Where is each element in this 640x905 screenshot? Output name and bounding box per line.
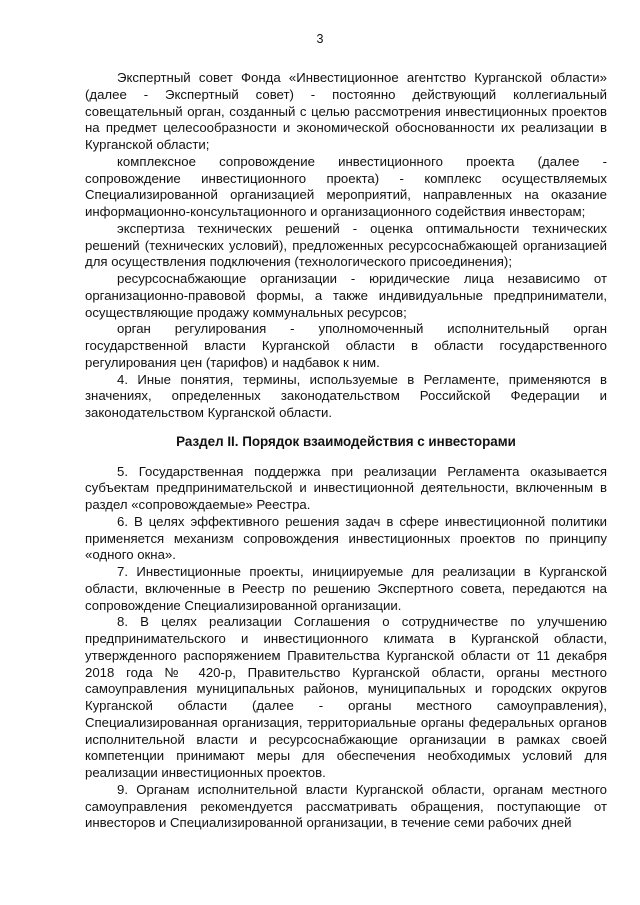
paragraph-5: 5. Государственная поддержка при реализации Регламента оказывается субъектам предпринимательской и инвестиционной деятельности, включенным в раздел «сопровождаемые» Реестра.	[85, 463, 607, 512]
paragraph-8: 8. В целях реализации Соглашения о сотрудничестве по улучшению предпринимательского и инвестиционного климата в Курганской области, утвержденного распоряжением Правительства Курганской области от 11 декабря 2018 года № 420-р, Правительство Курганской области, органы местного самоуправления муниципальных районов, муниципальных и городских округов Курганской области (далее - органы местного самоуправления), Специализированная организация, территориальные органы федеральных органов исполнительной власти и ресурсоснабжающие организации в рамках своей компетенции принимают меры для обеспечения необходимых условий для реализации инвестиционных проектов.	[85, 614, 607, 780]
definition-resource-organizations: ресурсоснабжающие организации - юридические лица независимо от организационно-правовой формы, а также индивидуальные предприниматели, осуществляющие продажу коммунальных ресурсов;	[85, 271, 607, 320]
section-heading: Раздел II. Порядок взаимодействия с инвесторами	[176, 433, 516, 449]
definition-expert-council: Экспертный совет Фонда «Инвестиционное агентство Курганской области» (далее - Экспертный совет) - постоянно действующий коллегиальный совещательный орган, созданный с целью рассмотрения инвестиционных проектов на предмет целесообразности и экономической обоснованности их реализации в Курганской области;	[85, 70, 607, 152]
definition-technical-expertise: экспертиза технических решений - оценка оптимальности технических решений (технических условий), предложенных ресурсоснабжающей организацией для осуществления подключения (технологического присоединения);	[85, 220, 607, 270]
paragraph-9: 9. Органам исполнительной власти Курганской области, органам местного самоуправления рекомендуется рассматривать обращения, поступающие от инвесторов и Специализированной организации, в течение семи рабочих дней	[85, 781, 607, 831]
definition-regulatory-body: орган регулирования - уполномоченный исполнительный орган государственной власти Курганской области в области государственного регулирования цен (тарифов) и надбавок к ним.	[85, 321, 607, 370]
paragraph-6: 6. В целях эффективного решения задач в сфере инвестиционной политики применяется механизм сопровождения инвестиционных проектов по принципу «одного окна».	[85, 513, 607, 563]
paragraph-4: 4. Иные понятия, термины, используемые в Регламенте, применяются в значениях, определенных законодательством Российской Федерации и законодательством Курганской области.	[85, 371, 607, 420]
document-body	[85, 70, 607, 832]
page-number: 3	[316, 32, 324, 46]
definition-project-support: комплексное сопровождение инвестиционного проекта (далее - сопровождение инвестиционного проекта) - комплекс осуществляемых Специализированной организацией мероприятий, направленных на оказание информационно-консультационного и организационного содействия инвесторам;	[85, 153, 607, 219]
paragraph-7: 7. Инвестиционные проекты, инициируемые для реализации в Курганской области, включенные в Реестр по решению Экспертного совета, передаются на сопровождение Специализированной организации.	[85, 564, 607, 613]
